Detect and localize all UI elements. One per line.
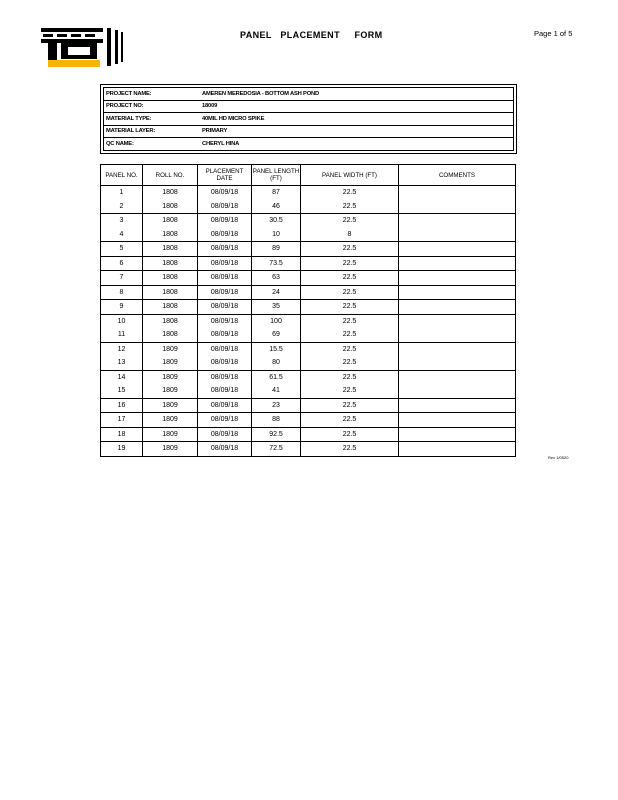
table-header-row xyxy=(101,165,516,186)
table-row xyxy=(101,398,516,413)
cell-length: 24 xyxy=(252,285,301,300)
cell-width: 22.5 xyxy=(301,271,399,286)
header-roll-no: ROLL NO. xyxy=(143,165,198,186)
cell-panel: 19 xyxy=(101,442,143,457)
page-number: Page 1 of 5 xyxy=(534,29,573,38)
cell-length: 63 xyxy=(252,271,301,286)
info-label: QC NAME: xyxy=(106,140,134,147)
cell-date: 08/09/18 xyxy=(198,228,252,242)
cell-date: 08/09/18 xyxy=(198,200,252,214)
cell-width: 22.5 xyxy=(301,300,399,315)
table-row xyxy=(101,314,516,328)
table-row xyxy=(101,200,516,214)
table-row xyxy=(101,328,516,342)
cell-date: 08/09/18 xyxy=(198,300,252,315)
cell-roll: 1808 xyxy=(143,214,198,228)
cell-panel: 13 xyxy=(101,356,143,370)
cell-date: 08/09/18 xyxy=(198,256,252,271)
cell-width: 22.5 xyxy=(301,256,399,271)
cell-width: 22.5 xyxy=(301,285,399,300)
cell-roll: 1809 xyxy=(143,370,198,384)
cell-panel: 18 xyxy=(101,427,143,442)
cell-comments xyxy=(399,186,516,200)
cell-roll: 1808 xyxy=(143,186,198,200)
table-row xyxy=(101,285,516,300)
cell-panel: 3 xyxy=(101,214,143,228)
cell-width: 22.5 xyxy=(301,200,399,214)
info-label: PROJECT NAME: xyxy=(106,90,152,97)
cell-panel: 10 xyxy=(101,314,143,328)
cell-panel: 15 xyxy=(101,384,143,398)
cell-length: 92.5 xyxy=(252,427,301,442)
header-panel-no: PANEL NO. xyxy=(101,165,143,186)
cell-date: 08/09/18 xyxy=(198,186,252,200)
cell-length: 87 xyxy=(252,186,301,200)
cell-roll: 1808 xyxy=(143,242,198,257)
cell-length: 10 xyxy=(252,228,301,242)
table-row xyxy=(101,186,516,200)
cell-length: 23 xyxy=(252,398,301,413)
cell-date: 08/09/18 xyxy=(198,214,252,228)
cell-date: 08/09/18 xyxy=(198,328,252,342)
table-row xyxy=(101,370,516,384)
cell-panel: 8 xyxy=(101,285,143,300)
cell-panel: 7 xyxy=(101,271,143,286)
cell-length: 61.5 xyxy=(252,370,301,384)
cell-comments xyxy=(399,370,516,384)
cell-comments xyxy=(399,256,516,271)
cell-roll: 1808 xyxy=(143,285,198,300)
cell-date: 08/09/18 xyxy=(198,242,252,257)
revision-note: Rev 1/0520 xyxy=(548,455,569,460)
cell-comments xyxy=(399,356,516,370)
cell-date: 08/09/18 xyxy=(198,370,252,384)
cell-comments xyxy=(399,300,516,315)
cell-length: 88 xyxy=(252,413,301,428)
table-row xyxy=(101,300,516,315)
cell-comments xyxy=(399,413,516,428)
table-row xyxy=(101,384,516,398)
cell-panel: 11 xyxy=(101,328,143,342)
table-row xyxy=(101,356,516,370)
cell-length: 100 xyxy=(252,314,301,328)
cell-width: 22.5 xyxy=(301,442,399,457)
cell-panel: 14 xyxy=(101,370,143,384)
cell-length: 72.5 xyxy=(252,442,301,457)
cell-roll: 1808 xyxy=(143,228,198,242)
info-value: PRIMARY xyxy=(202,128,228,135)
cell-comments xyxy=(399,427,516,442)
table-row xyxy=(101,242,516,257)
header-panel-length: PANEL LENGTH (FT) xyxy=(252,165,301,186)
cell-comments xyxy=(399,285,516,300)
info-label: MATERIAL LAYER: xyxy=(106,128,156,135)
cell-width: 22.5 xyxy=(301,427,399,442)
cell-length: 30.5 xyxy=(252,214,301,228)
cell-width: 22.5 xyxy=(301,413,399,428)
cell-panel: 17 xyxy=(101,413,143,428)
cell-date: 08/09/18 xyxy=(198,413,252,428)
table-row xyxy=(101,413,516,428)
cell-length: 73.5 xyxy=(252,256,301,271)
table-row xyxy=(101,228,516,242)
table-row xyxy=(101,256,516,271)
cell-comments xyxy=(399,314,516,328)
table-row xyxy=(101,214,516,228)
cell-panel: 2 xyxy=(101,200,143,214)
table-row xyxy=(101,271,516,286)
cell-width: 22.5 xyxy=(301,214,399,228)
panel-table xyxy=(100,164,516,457)
cell-date: 08/09/18 xyxy=(198,285,252,300)
cell-roll: 1809 xyxy=(143,342,198,356)
cell-date: 08/09/18 xyxy=(198,398,252,413)
info-label: PROJECT NO: xyxy=(106,103,144,110)
info-row xyxy=(104,138,513,150)
table-row xyxy=(101,442,516,457)
info-value: CHERYL HINA xyxy=(202,140,240,147)
cell-length: 80 xyxy=(252,356,301,370)
cell-comments xyxy=(399,214,516,228)
info-row xyxy=(104,88,513,101)
company-logo xyxy=(41,24,133,70)
cell-panel: 16 xyxy=(101,398,143,413)
cell-length: 35 xyxy=(252,300,301,315)
cell-length: 41 xyxy=(252,384,301,398)
cell-date: 08/09/18 xyxy=(198,271,252,286)
cell-roll: 1809 xyxy=(143,413,198,428)
cell-panel: 5 xyxy=(101,242,143,257)
cell-roll: 1808 xyxy=(143,314,198,328)
cell-width: 8 xyxy=(301,228,399,242)
cell-panel: 12 xyxy=(101,342,143,356)
info-label: MATERIAL TYPE: xyxy=(106,115,152,122)
cell-width: 22.5 xyxy=(301,370,399,384)
cell-width: 22.5 xyxy=(301,398,399,413)
cell-roll: 1808 xyxy=(143,200,198,214)
cell-roll: 1808 xyxy=(143,328,198,342)
info-row xyxy=(104,113,513,126)
info-value: 40MIL HD MICRO SPIKE xyxy=(202,115,265,122)
cell-comments xyxy=(399,398,516,413)
cell-roll: 1809 xyxy=(143,356,198,370)
cell-date: 08/09/18 xyxy=(198,356,252,370)
cell-roll: 1809 xyxy=(143,384,198,398)
cell-length: 15.5 xyxy=(252,342,301,356)
cell-comments xyxy=(399,442,516,457)
form-title: PANEL PLACEMENT FORM xyxy=(240,30,383,40)
header-comments: COMMENTS xyxy=(399,165,516,186)
cell-roll: 1808 xyxy=(143,300,198,315)
cell-panel: 1 xyxy=(101,186,143,200)
table-row xyxy=(101,342,516,356)
cell-width: 22.5 xyxy=(301,242,399,257)
cell-roll: 1808 xyxy=(143,256,198,271)
project-info-box xyxy=(100,84,517,154)
cell-comments xyxy=(399,271,516,286)
cell-roll: 1808 xyxy=(143,271,198,286)
info-row xyxy=(104,126,513,139)
header-placement-date: PLACEMENT DATE xyxy=(198,165,252,186)
cell-date: 08/09/18 xyxy=(198,314,252,328)
cell-comments xyxy=(399,342,516,356)
header-panel-width: PANEL WIDTH (FT) xyxy=(301,165,399,186)
cell-length: 89 xyxy=(252,242,301,257)
cell-roll: 1809 xyxy=(143,442,198,457)
cell-comments xyxy=(399,384,516,398)
cell-width: 22.5 xyxy=(301,314,399,328)
cell-comments xyxy=(399,228,516,242)
cell-panel: 9 xyxy=(101,300,143,315)
cell-length: 46 xyxy=(252,200,301,214)
cell-comments xyxy=(399,328,516,342)
cell-date: 08/09/18 xyxy=(198,384,252,398)
cell-width: 22.5 xyxy=(301,356,399,370)
info-row xyxy=(104,101,513,114)
info-value: AMEREN MEREDOSIA - BOTTOM ASH POND xyxy=(202,90,319,97)
cell-comments xyxy=(399,200,516,214)
table-row xyxy=(101,427,516,442)
cell-comments xyxy=(399,242,516,257)
cell-width: 22.5 xyxy=(301,328,399,342)
cell-date: 08/09/18 xyxy=(198,442,252,457)
cell-width: 22.5 xyxy=(301,186,399,200)
cell-width: 22.5 xyxy=(301,384,399,398)
cell-panel: 4 xyxy=(101,228,143,242)
info-value: 18009 xyxy=(202,103,218,110)
cell-roll: 1809 xyxy=(143,398,198,413)
cell-length: 69 xyxy=(252,328,301,342)
cell-roll: 1809 xyxy=(143,427,198,442)
cell-panel: 6 xyxy=(101,256,143,271)
cell-date: 08/09/18 xyxy=(198,427,252,442)
cell-width: 22.5 xyxy=(301,342,399,356)
cell-date: 08/09/18 xyxy=(198,342,252,356)
